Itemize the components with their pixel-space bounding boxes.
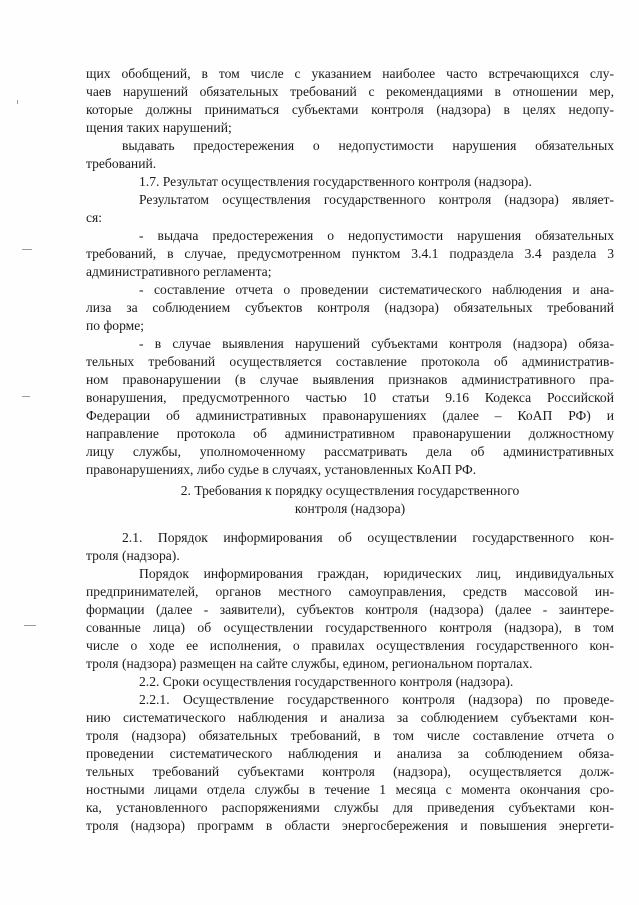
text-line: направление протокола об административном правонарушении должностному — [86, 426, 614, 441]
text-line: ся: — [86, 210, 103, 225]
text-line: чаев нарушений обязательных требований с рекомендациями в отношении мер, — [86, 84, 614, 99]
text-line: предпринимателей, органов местного самоуправления, средств массовой ин- — [86, 584, 614, 599]
scan-mark — [22, 396, 30, 397]
text-line: щения таких нарушений; — [86, 120, 232, 135]
text-line: троля (надзора). — [86, 548, 180, 563]
text-line: 2.2.1. Осуществление государственного контроля (надзора) по проведе- — [139, 692, 614, 707]
text-line: выдавать предостережения о недопустимости нарушения обязательных — [122, 138, 614, 153]
text-line: сованные лица) об осуществлении государственного контроля (надзора), в том — [86, 620, 614, 635]
text-line: административного регламента; — [86, 264, 272, 279]
text-line: по форме; — [86, 318, 145, 333]
text-line: лиза за соблюдением субъектов контроля (надзора) обязательных требований — [86, 300, 614, 315]
text-line: вонарушения, предусмотренного частью 10 статьи 9.16 Кодекса Российской — [86, 390, 614, 405]
scan-mark — [22, 249, 32, 250]
text-line: - выдача предостережения о недопустимости нарушения обязательных — [139, 228, 614, 243]
text-line: требований. — [86, 156, 157, 171]
text-line: лицу службы, уполномоченному рассматривать дела об административных — [86, 444, 614, 459]
text-line: формации (далее - заявители), субъектов контроля (надзора) (далее - заинтере- — [86, 602, 614, 617]
text-line: троля (надзора) размещен на сайте службы, едином, региональном порталах. — [86, 656, 533, 671]
text-line: Федерации об административных правонарушениях (далее – КоАП РФ) и — [86, 408, 614, 423]
section-heading: 2. Требования к порядку осуществления государственного — [180, 483, 520, 498]
scan-mark — [24, 625, 36, 626]
text-line: - в случае выявления нарушений субъектами контроля (надзора) обяза- — [139, 336, 614, 351]
text-line: Результатом осуществления государственного контроля (надзора) являет- — [139, 192, 614, 207]
text-line: - составление отчета о проведении систематического наблюдения и ана- — [139, 282, 614, 297]
text-line: ностными лицами отдела службы в течение 1 месяца с момента окончания сро- — [86, 782, 614, 797]
text-line: ка, установленного распоряжениями службы для приведения субъектами кон- — [86, 800, 614, 815]
text-line: правонарушениях, либо судье в случаях, установленных КоАП РФ. — [86, 462, 477, 477]
text-line: троля (надзора) обязательных требований, в том числе составление отчета о — [86, 728, 614, 743]
text-line: Порядок информирования граждан, юридических лиц, индивидуальных — [139, 566, 614, 581]
scan-mark — [17, 100, 18, 104]
text-line: требований, в случае, предусмотренном пунктом 3.4.1 подраздела 3.4 раздела 3 — [86, 246, 614, 261]
section-heading: контроля (надзора) — [294, 501, 406, 516]
text-line: тельных требований субъектами контроля (надзора), осуществляется долж- — [86, 764, 614, 779]
text-line: числе о ходе ее исполнения, о правилах осуществления государственного кон- — [86, 638, 614, 653]
text-line: тельных требований осуществляется составление протокола об административ- — [86, 354, 614, 369]
text-line: 1.7. Результат осуществления государственного контроля (надзора). — [139, 174, 532, 189]
text-line: которые должны приниматься субъектами контроля (надзора) в целях недопу- — [86, 102, 614, 117]
text-line: нию систематического наблюдения и анализа за соблюдением субъектами кон- — [86, 710, 614, 725]
text-line: 2.1. Порядок информирования об осуществлении государственного кон- — [122, 530, 614, 545]
text-line: 2.2. Сроки осуществления государственного контроля (надзора). — [139, 674, 514, 689]
text-line: троля (надзора) программ в области энергосбережения и повышения энергети- — [86, 818, 614, 833]
text-line: ном правонарушении (в случае выявления признаков административного пра- — [86, 372, 614, 387]
text-line: проведении систематического наблюдения и анализа за соблюдением обяза- — [86, 746, 614, 761]
text-line: щих обобщений, в том числе с указанием наиболее часто встречающихся слу- — [86, 66, 614, 81]
